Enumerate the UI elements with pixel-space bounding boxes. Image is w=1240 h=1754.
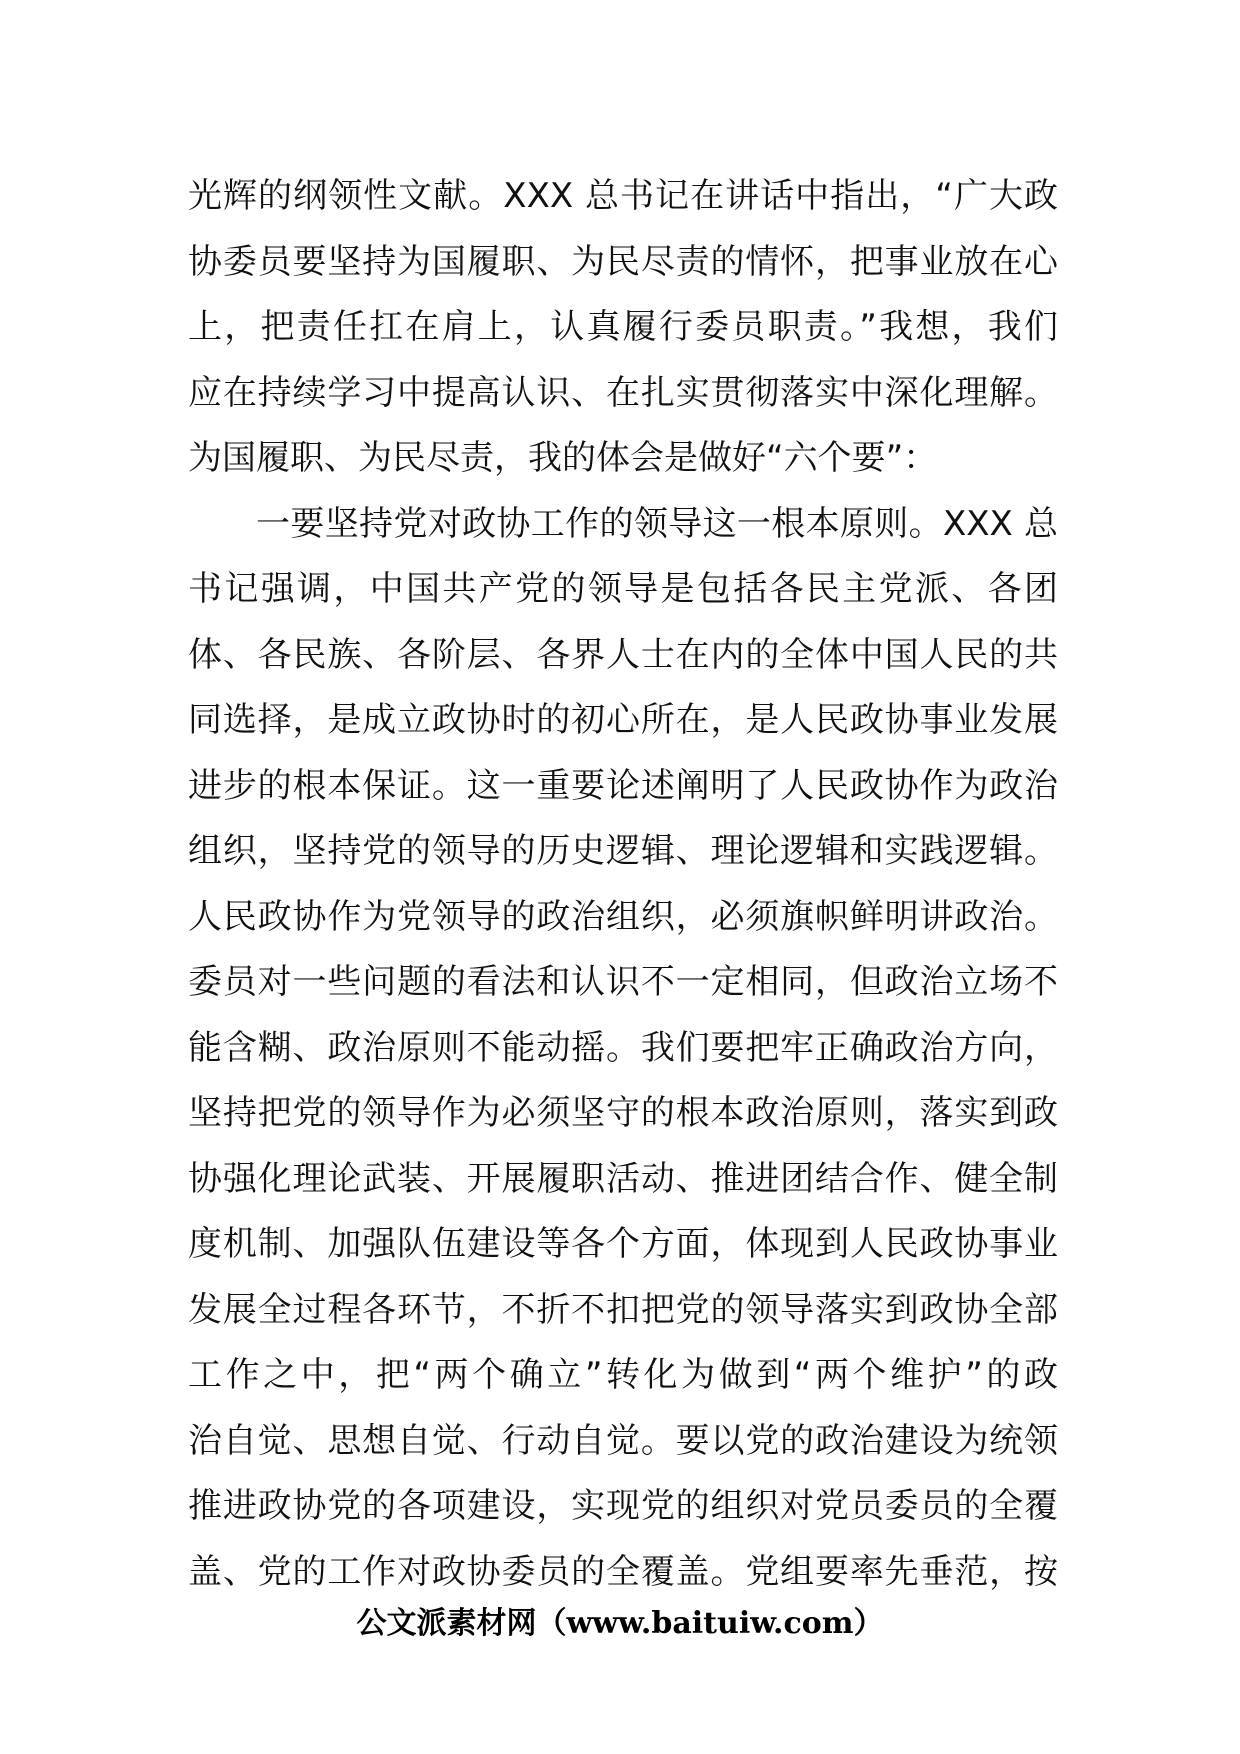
text-line: 组织，坚持党的领导的历史逻辑、理论逻辑和实践逻辑。 xyxy=(188,831,1058,871)
text-line: 协委员要坚持为国履职、为民尽责的情怀，把事业放在心 xyxy=(188,241,1058,282)
text-line: 度机制、加强队伍建设等各个方面，体现到人民政协事业 xyxy=(188,1224,1058,1264)
text-line: 协强化理论武装、开展履职活动、推进团结合作、健全制 xyxy=(188,1158,1058,1199)
text-line: 进步的根本保证。这一重要论述阐明了人民政协作为政治 xyxy=(188,765,1058,806)
text-line: 能含糊、政治原则不能动摇。我们要把牢正确政治方向， xyxy=(188,1027,1058,1068)
text-line: 应在持续学习中提高认识、在扎实贯彻落实中深化理解。 xyxy=(188,372,1058,413)
text-line: 同选择，是成立政协时的初心所在，是人民政协事业发展 xyxy=(188,700,1058,740)
text-line: 为国履职、为民尽责，我的体会是做好“六个要”： xyxy=(188,438,938,478)
text-line: 盖、党的工作对政协委员的全覆盖。党组要率先垂范，按 xyxy=(188,1551,1058,1592)
text-line: 体、各民族、各阶层、各界人士在内的全体中国人民的共 xyxy=(188,634,1058,675)
text-line: 委员对一些问题的看法和认识不一定相同，但政治立场不 xyxy=(188,962,1058,1002)
text-line: 书记强调，中国共产党的领导是包括各民主党派、各团 xyxy=(188,569,1058,609)
text-line: 坚持把党的领导作为必须坚守的根本政治原则，落实到政 xyxy=(188,1093,1058,1133)
text-line: 推进政协党的各项建设，实现党的组织对党员委员的全覆 xyxy=(188,1486,1058,1526)
text-line: 上，把责任扛在肩上，认真履行委员职责。”我想，我们 xyxy=(188,307,1058,347)
footer-watermark: 公文派素材网（www.baituiw.com） xyxy=(356,1606,884,1641)
paragraph-first-line: 一要坚持党对政协工作的领导这一根本原则。XXX 总 xyxy=(256,503,1058,544)
text-line: 光辉的纲领性文献。XXX 总书记在讲话中指出，“广大政 xyxy=(188,176,1058,216)
text-line: 工作之中，把“两个确立”转化为做到“两个维护”的政 xyxy=(188,1355,1058,1395)
text-line: 治自觉、思想自觉、行动自觉。要以党的政治建设为统领 xyxy=(188,1420,1058,1461)
text-line: 人民政协作为党领导的政治组织，必须旗帜鲜明讲政治。 xyxy=(188,896,1058,937)
text-line: 发展全过程各环节，不折不扣把党的领导落实到政协全部 xyxy=(188,1289,1058,1330)
body-text xyxy=(188,164,1058,1605)
